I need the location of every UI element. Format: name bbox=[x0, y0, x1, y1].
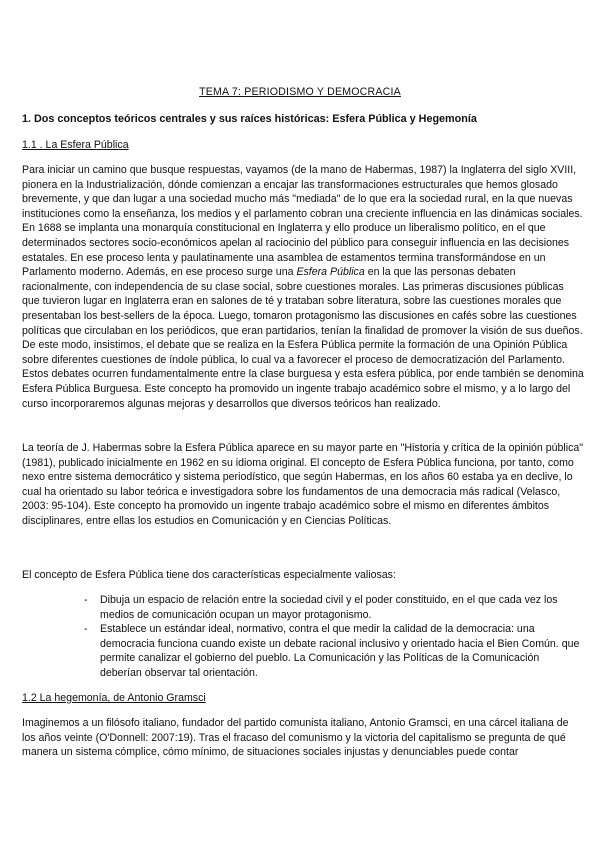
paragraph-esfera-publica bbox=[22, 163, 584, 411]
page-title: TEMA 7: PERIODISMO Y DEMOCRACIA bbox=[199, 86, 401, 98]
bullet-dash: - bbox=[84, 594, 88, 606]
paragraph-gramsci: Imaginemos a un filósofo italiano, fundador del partido comunista italiano, Antonio Gramsci, en una cárcel italiana de los años veinte (O'Donnell: 2007:19). Tras el fracaso del comunismo y la victoria del capitalismo se pregunta de qué manera un sistema cómplice, cómo mínimo, de situaciones sociales injustas y denunciables puede contar bbox=[22, 717, 569, 759]
emphasis-text: Esfera Pública bbox=[296, 266, 365, 279]
paragraph-characteristics-intro: El concepto de Esfera Pública tiene dos características especialmente valiosas: bbox=[22, 569, 396, 581]
list-item-text: Dibuja un espacio de relación entre la sociedad civil y el poder constituido, en el que cada vez los medios de comunicación ocupan un mayor protagonismo. bbox=[100, 594, 558, 621]
section-heading-1: 1. Dos conceptos teóricos centrales y sus raíces históricas: Esfera Pública y Hegemonía bbox=[22, 113, 477, 125]
list-item bbox=[84, 622, 584, 680]
paragraph-text: en la que las personas debaten racionalmente, con independencia de su clase social, sobre cuestiones morales. Las primeras discusiones públicas que tuvieron lugar en Inglaterra eran en salones de té y trataban sobre literatura, sobre las cuestiones morales que presentaban los best-sellers de la época. Luego, tomaron protagonismo las discusiones en cafés sobre las cuestiones políticas que circulaban en los periódicos, que eran partidarios, tenían la finalidad de promover la visión de sus dueños. De este modo, insistimos, el debate que se realiza en la Esfera Pública permite la formación de una Opinión Pública sobre diferentes cuestiones de índole pública, lo cual va a favorecer el proceso de democratización del Parlamento. Estos debates ocurren fundamentalmente entre la clase burguesa y esta esfera pública, por ende también se denomina Esfera Pública Burguesa. Este concepto ha promovido un ingente trabajo académico sobre el mismo, y a lo largo del curso incorporaremos algunas mejoras y desarrollos que diversos teóricos han realizado. bbox=[22, 266, 584, 410]
subsection-heading-1-1: 1.1 . La Esfera Pública bbox=[22, 139, 129, 151]
paragraph-text: Para iniciar un camino que busque respuestas, vayamos (de la mano de Habermas, 1987) la Inglaterra del siglo XVIII, pionera en la Industrialización, dónde comienzan a encajar las transformaciones estructurales que hemos glosado brevemente, y que dan lugar a una sociedad mucho más "mediada" de lo que era la sociedad rural, en la que nuevas instituciones como la enseñanza, los medios y el parlamento cobran una creciente influencia en las dinámicas sociales. En 1688 se implanta una monarquía constitucional en Inglaterra y ello produce un liberalismo político, en el que determinados sectores socio-económicos apelan al raciocinio del público para conseguir influencia en las decisiones estatales. En ese proceso lenta y paulatinamente una asamblea de estamentos termina transformándose en un Parlamento moderno. Además, en ese proceso surge una bbox=[22, 164, 583, 279]
paragraph-habermas-theory: La teoría de J. Habermas sobre la Esfera Pública aparece en su mayor parte en "Historia y crítica de la opinión pública" (1981), publicado inicialmente en 1962 en su idioma original. El concepto de Esfera Pública funciona, por tanto, como nexo entre sistema democrático y sistema periodístico, que según Habermas, en los años 60 estaba ya en declive, lo cual ha orientado su labor teórica e investigadora sobre los fundamentos de una democracia más radical (Velasco, 2003: 95-104). Este concepto ha promovido un ingente trabajo académico sobre el mismo en diferentes ámbitos disciplinares, entre ellas los estudios en Comunicación y en Ciencias Políticas. bbox=[22, 442, 584, 527]
subsection-heading-1-2: 1.2 La hegemonía, de Antonio Gramsci bbox=[22, 692, 206, 704]
list-item bbox=[84, 593, 584, 622]
characteristics-list bbox=[84, 593, 584, 681]
bullet-dash: - bbox=[84, 623, 88, 636]
list-item-text: Establece un estándar ideal, normativo, contra el que medir la calidad de la democracia: una democracia funciona cuando existe un debate racional inclusivo y orientado hacia el Bien Común. que permite canalizar el gobierno del pueblo. La Comunicación y las Políticas de la Comunicación deberían observar tal orientación. bbox=[100, 623, 580, 679]
